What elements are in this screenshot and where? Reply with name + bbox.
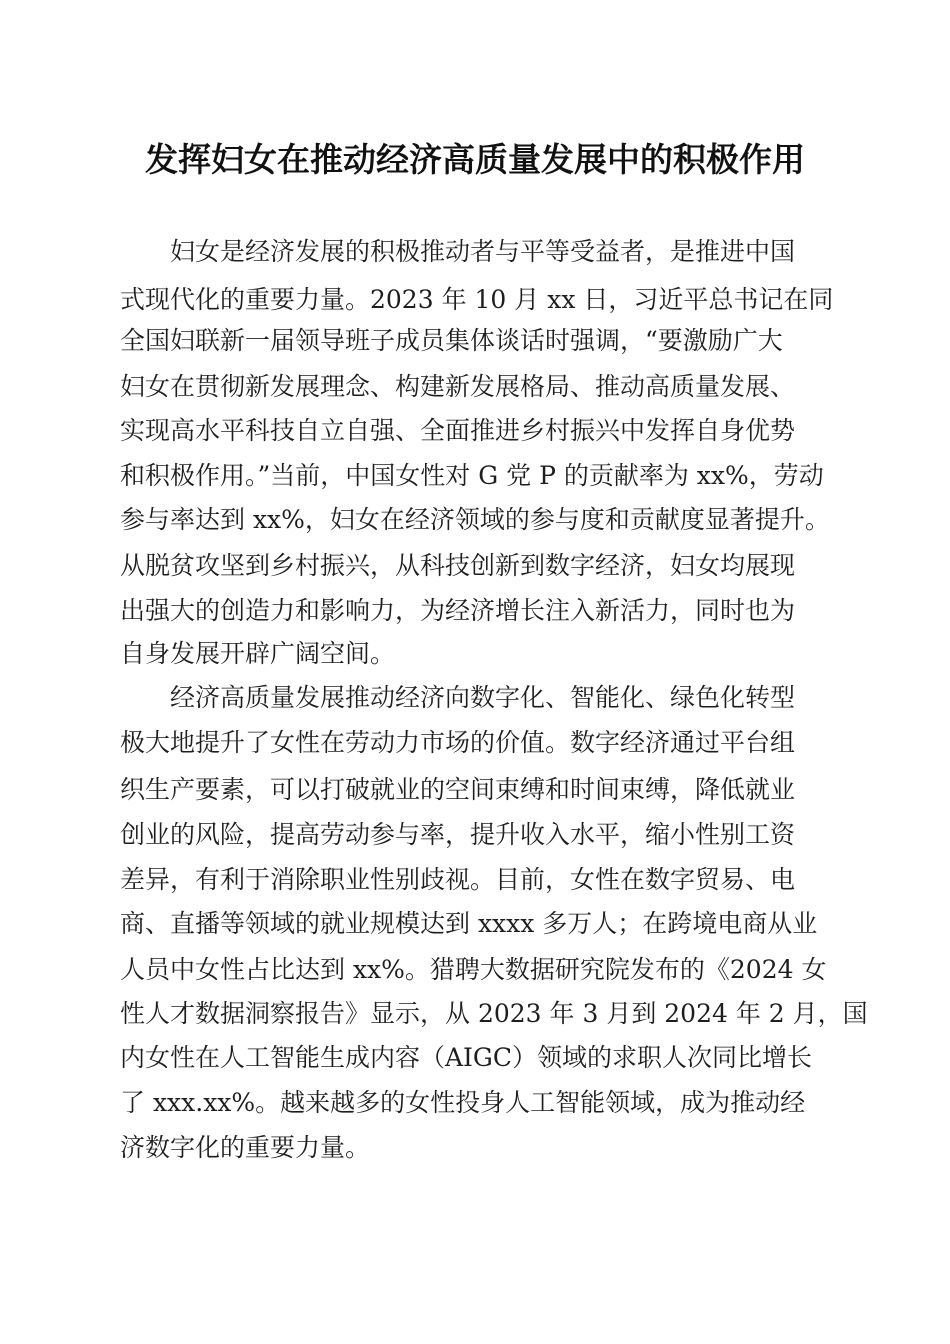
paragraph-1-line-10: 自身发展开辟广阔空间。 xyxy=(120,639,396,668)
paragraph-2-line-5: 差异，有利于消除职业性别歧视。目前，女性在数字贸易、电 xyxy=(120,865,796,894)
paragraph-1-line-7: 参与率达到 xx%，妇女在经济领域的参与度和贡献度显著提升。 xyxy=(120,505,830,534)
paragraph-2-line-3: 织生产要素，可以打破就业的空间束缚和时间束缚，降低就业 xyxy=(120,775,796,804)
paragraph-1-line-5: 实现高水平科技自立自强、全面推进乡村振兴中发挥自身优势 xyxy=(120,416,796,445)
paragraph-2-line-8: 性人才数据洞察报告》显示，从 2023 年 3 月到 2024 年 2 月，国 xyxy=(120,999,868,1028)
paragraph-1-line-4: 妇女在贯彻新发展理念、构建新发展格局、推动高质量发展、 xyxy=(120,372,796,401)
paragraph-2-line-7: 人员中女性占比达到 xx%。猎聘大数据研究院发布的《2024 女 xyxy=(120,955,827,984)
paragraph-1-line-3: 全国妇联新一届领导班子成员集体谈话时强调，“要激励广大 xyxy=(120,326,783,355)
paragraph-2-line-10: 了 xxx.xx%。越来越多的女性投身人工智能领域，成为推动经 xyxy=(120,1088,806,1117)
paragraph-2-line-2: 极大地提升了女性在劳动力市场的价值。数字经济通过平台组 xyxy=(120,728,796,757)
paragraph-2-line-11: 济数字化的重要力量。 xyxy=(120,1133,371,1162)
paragraph-2-line-6: 商、直播等领域的就业规模达到 xxxx 多万人；在跨境电商从业 xyxy=(120,909,818,938)
paragraph-2-line-4: 创业的风险，提高劳动参与率，提升收入水平，缩小性别工资 xyxy=(120,820,796,849)
paragraph-2-line-1: 经济高质量发展推动经济向数字化、智能化、绿色化转型 xyxy=(170,683,796,712)
paragraph-1-line-2: 式现代化的重要力量。2023 年 10 月 xx 日，习近平总书记在同 xyxy=(120,285,834,314)
paragraph-1-line-9: 出强大的创造力和影响力，为经济增长注入新活力，同时也为 xyxy=(120,596,796,625)
paragraph-1-line-6: 和积极作用。”当前，中国女性对 G 党 P 的贡献率为 xx%，劳动 xyxy=(120,461,824,490)
paragraph-2-line-9: 内女性在人工智能生成内容（AIGC）领域的求职人次同比增长 xyxy=(120,1043,813,1072)
paragraph-1-line-1: 妇女是经济发展的积极推动者与平等受益者，是推进中国 xyxy=(170,237,796,266)
paragraph-1-line-8: 从脱贫攻坚到乡村振兴，从科技创新到数字经济，妇女均展现 xyxy=(120,551,796,580)
document-title: 发挥妇女在推动经济高质量发展中的积极作用 xyxy=(145,140,805,179)
